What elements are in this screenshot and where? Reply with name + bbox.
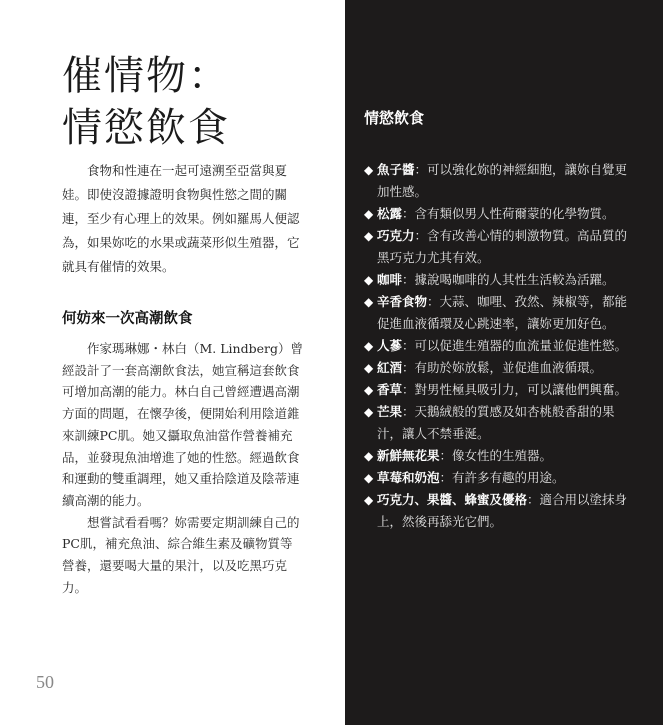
item-term: 松露 — [377, 206, 403, 221]
diamond-bullet-icon: ◆ — [364, 207, 374, 221]
sidebar-item — [364, 203, 632, 225]
title-line-2: 情慾飲食 — [62, 105, 230, 151]
item-desc: ：有助於妳放鬆，並促進血液循環。 — [402, 360, 603, 375]
page-number: 50 — [36, 672, 54, 692]
diamond-bullet-icon: ◆ — [364, 229, 374, 243]
sidebar-item — [364, 357, 632, 379]
item-desc: ：含有改善心情的刺激物質。高品質的黑巧克力尤其有效。 — [377, 228, 628, 265]
sidebar-title: 情慾飲食 — [364, 109, 425, 127]
body-text — [62, 338, 304, 598]
item-desc: ：含有類似男人性荷爾蒙的化學物質。 — [402, 206, 615, 221]
item-term: 人蔘 — [377, 338, 403, 353]
item-term: 紅酒 — [377, 360, 403, 375]
sidebar-item — [364, 335, 632, 357]
diamond-bullet-icon: ◆ — [364, 339, 374, 353]
item-desc: ：天鵝絨般的質感及如杏桃般香甜的果汁，讓人不禁垂涎。 — [377, 404, 615, 441]
diamond-bullet-icon: ◆ — [364, 163, 374, 177]
item-term: 巧克力、果醬、蜂蜜及優格 — [377, 492, 528, 507]
item-term: 草莓和奶泡 — [377, 470, 440, 485]
sidebar-item — [364, 445, 632, 467]
body-paragraph-1: 作家瑪琳娜・林白（M. Lindberg）曾經設計了一套高潮飲食法，她宣稱這套飲食可增加高潮的能力。林白自己曾經遭遇高潮方面的問題，在懷孕後，便開始利用陰道錐來訓練PC肌。她又攝取魚油當作營養補充品，並發現魚油增進了她的性慾。經過飲食和運動的雙重調理，她又重拾陰道及陰蒂連續高潮的能力。 — [62, 341, 303, 508]
item-term: 辛香食物 — [377, 294, 428, 309]
item-term: 新鮮無花果 — [377, 448, 440, 463]
item-desc: ：可以促進生殖器的血流量並促進性慾。 — [402, 338, 628, 353]
intro-paragraph — [62, 159, 304, 279]
item-term: 香草 — [377, 382, 403, 397]
diamond-bullet-icon: ◆ — [364, 405, 374, 419]
sidebar-list — [364, 159, 632, 533]
sidebar-item — [364, 291, 632, 335]
intro-text: 食物和性連在一起可遠溯至亞當與夏娃。即使沒證據證明食物與性慾之間的關連，至少有心理上的效果。例如羅馬人便認為，如果妳吃的水果或蔬菜形似生殖器，它就具有催情的效果。 — [62, 163, 300, 274]
item-desc: ：有許多有趣的用途。 — [439, 470, 565, 485]
sidebar-item — [364, 159, 632, 203]
item-desc: ：可以強化妳的神經細胞，讓妳自覺更加性感。 — [377, 162, 628, 199]
diamond-bullet-icon: ◆ — [364, 295, 374, 309]
diamond-bullet-icon: ◆ — [364, 449, 374, 463]
item-desc: ：據說喝咖啡的人其性生活較為活躍。 — [402, 272, 615, 287]
page-title — [62, 50, 230, 154]
sidebar-item — [364, 225, 632, 269]
item-term: 巧克力 — [377, 228, 415, 243]
diamond-bullet-icon: ◆ — [364, 493, 374, 507]
section-heading: 何妨來一次高潮飲食 — [62, 311, 193, 327]
title-line-1: 催情物： — [62, 53, 230, 99]
sidebar-item — [364, 467, 632, 489]
sidebar-item — [364, 269, 632, 291]
item-term: 芒果 — [377, 404, 403, 419]
diamond-bullet-icon: ◆ — [364, 383, 374, 397]
item-term: 咖啡 — [377, 272, 403, 287]
diamond-bullet-icon: ◆ — [364, 273, 374, 287]
item-term: 魚子醬 — [377, 162, 415, 177]
diamond-bullet-icon: ◆ — [364, 361, 374, 375]
body-paragraph-2: 想嘗試看看嗎？妳需要定期訓練自己的PC肌，補充魚油、綜合維生素及礦物質等營養，還要喝大量的果汁，以及吃黑巧克力。 — [62, 514, 300, 595]
item-desc: ：對男性極具吸引力，可以讓他們興奮。 — [402, 382, 628, 397]
item-desc: ：適合用以塗抹身上，然後再舔光它們。 — [377, 492, 628, 529]
item-desc: ：大蒜、咖哩、孜然、辣椒等，都能促進血液循環及心跳速率，讓妳更加好色。 — [377, 294, 628, 331]
sidebar-item — [364, 489, 632, 533]
sidebar-item — [364, 379, 632, 401]
item-desc: ：像女性的生殖器。 — [439, 448, 553, 463]
sidebar-item — [364, 401, 632, 445]
diamond-bullet-icon: ◆ — [364, 471, 374, 485]
